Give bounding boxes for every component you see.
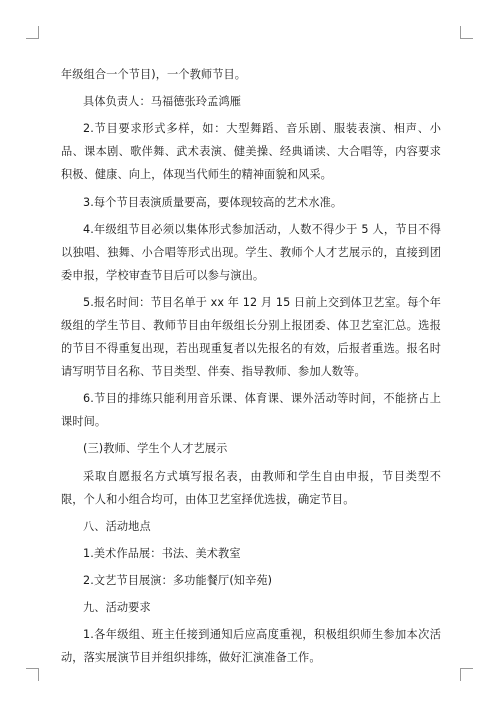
paragraph: 2.节目要求形式多样，如：大型舞蹈、音乐剧、服装表演、相声、小品、课本剧、歌伴舞、武术表演、健美操、经典诵读、大合唱等，内容要求积极、健康、向上，体现当代师生的精神面貌和风采。 xyxy=(61,122,441,182)
section-heading: (三)教师、学生个人才艺展示 xyxy=(83,442,228,456)
paragraph: 采取自愿报名方式填写报名表，由教师和学生自由申报，节目类型不限，个人和小组合均可，由体卫艺室择优选拔，确定节目。 xyxy=(61,469,441,506)
list-item: 1.美术作品展：书法、美术教室 xyxy=(83,546,241,560)
crop-mark-bottom-right xyxy=(460,668,473,681)
paragraph: 4.年级组节目必须以集体形式参加活动，人数不得少于 5 人，节目不得以独唱、独舞、小合唱等形式出现。学生、教师个人才艺展示的，直接到团委申报，学校审查节目后可以参与演出。 xyxy=(61,222,441,282)
document-body xyxy=(61,63,441,674)
crop-mark-top-right xyxy=(460,26,473,39)
crop-mark-top-left xyxy=(26,26,39,39)
section-heading: 八、活动地点 xyxy=(83,519,151,533)
paragraph: 3.每个节目表演质量要高，要体现较高的艺术水准。 xyxy=(83,195,343,209)
crop-mark-bottom-left xyxy=(26,668,39,681)
paragraph: 具体负责人：马福德张玲孟鸿雁 xyxy=(83,95,242,109)
paragraph: 5.报名时间：节目名单于 xx 年 12 月 15 日前上交到体卫艺室。每个年级组的学生节目、教师节目由年级组长分别上报团委、体卫艺室汇总。选报的节目不得重复出现，若出现重复者以先报名的有效，后报者重选。报名时请写明节目名称、节目类型、伴奏、指导教师、参加人数等。 xyxy=(61,295,441,378)
paragraph: 年级组合一个节目)，一个教师节目。 xyxy=(61,68,247,81)
section-heading: 九、活动要求 xyxy=(83,601,151,615)
list-item: 2.文艺节目展演：多功能餐厅(知辛苑) xyxy=(83,574,273,588)
paragraph: 6.节目的排练只能利用音乐课、体育课、课外活动等时间，不能挤占上课时间。 xyxy=(61,392,441,429)
paragraph: 1.各年级组、班主任接到通知后应高度重视，积极组织师生参加本次活动，落实展演节目并组织排练，做好汇演准备工作。 xyxy=(61,628,441,665)
